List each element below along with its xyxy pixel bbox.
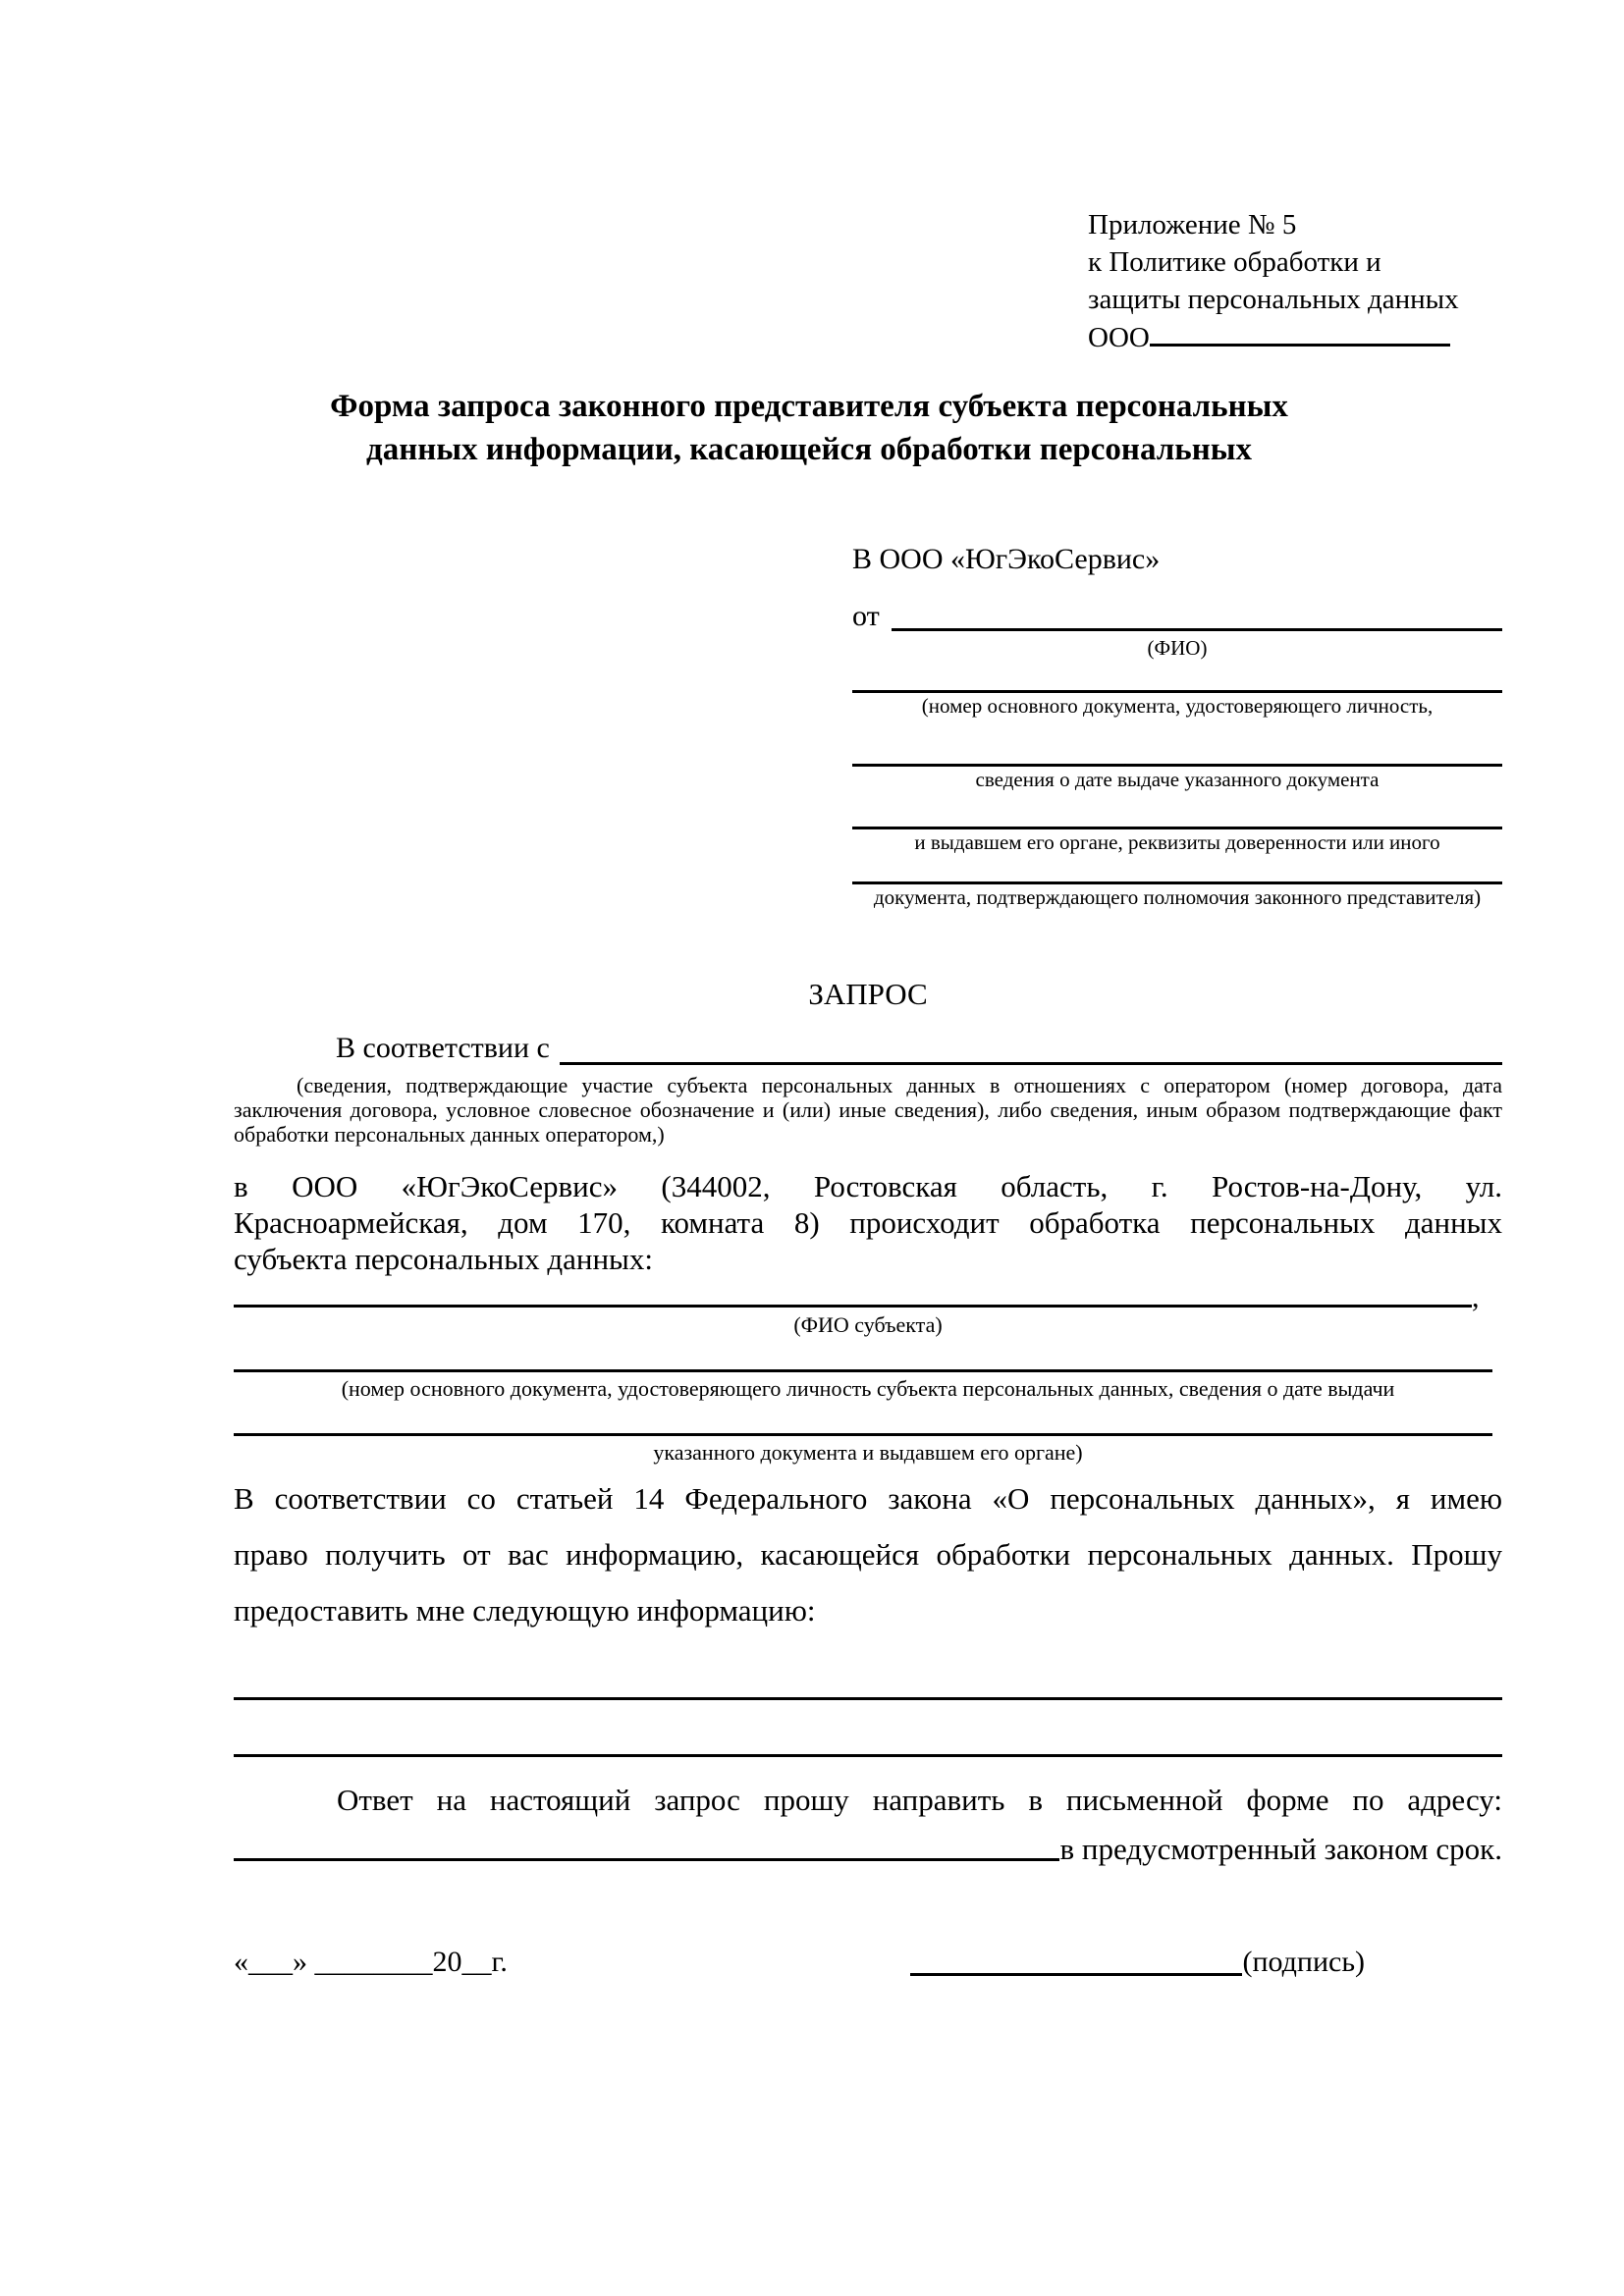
from-row <box>852 600 1502 633</box>
intro-caption <box>234 1073 1502 1147</box>
subject-doc-caption-1: (номер основного документа, удостоверяющего личность субъекта персональных данных, сведения о дате выдачи <box>341 1376 1395 1401</box>
intro-label: В соответствии с <box>336 1032 550 1064</box>
operator-paragraph-line-1: в ООО «ЮгЭкоСервис» (344002, Ростовская область, г. Ростов-на-Дону, ул. <box>234 1169 1502 1203</box>
form-title-line-1: Форма запроса законного представителя субъекта персональных <box>330 389 1288 424</box>
intro-caption-line-1: (сведения, подтверждающие участие субъекта персональных данных в отношениях с оператором (номер договора, дата <box>297 1073 1502 1097</box>
representative-doc-blank-line-2 <box>852 719 1502 767</box>
law-paragraph <box>234 1470 1502 1638</box>
representative-doc-blank-line-3 <box>852 792 1502 829</box>
header-ooo-row <box>1088 318 1500 356</box>
intro-row <box>234 1030 1502 1065</box>
from-label: от <box>852 600 880 632</box>
law-paragraph-line-3: предоставить мне следующую информацию: <box>234 1593 816 1628</box>
representative-doc-caption-4: документа, подтверждающего полномочия законного представителя) <box>873 885 1482 909</box>
response-address-blank-line <box>234 1858 1059 1861</box>
law-paragraph-line-2: право получить от вас информацию, касающейся обработки персональных данных. Прошу <box>234 1537 1502 1572</box>
addressee-block <box>852 541 1502 910</box>
subject-fio-blank-line <box>234 1277 1472 1308</box>
law-paragraph-line-1: В соответствии со статьей 14 Федерального закона «О персональных данных», я имею <box>234 1481 1502 1516</box>
subject-doc-caption-2: указанного документа и выдавшем его органе) <box>653 1440 1083 1465</box>
representative-doc-caption-3: и выдавшем его органе, реквизиты доверенности или иного <box>914 830 1440 854</box>
header-ooo-blank-line <box>1150 318 1450 347</box>
header-ooo-label: ООО <box>1088 322 1150 353</box>
fio-caption: (ФИО) <box>1147 636 1208 660</box>
header-note-line: Приложение № 5 <box>1088 209 1297 240</box>
request-heading: ЗАПРОС <box>808 977 928 1011</box>
representative-doc-caption-1: (номер основного документа, удостоверяющего личность, <box>921 694 1434 718</box>
representative-doc-caption-2: сведения о дате выдаче указанного документа <box>975 768 1380 791</box>
subject-fio-row <box>234 1277 1502 1313</box>
response-address-row <box>234 1832 1502 1867</box>
subject-fio-comma: , <box>1472 1281 1480 1313</box>
representative-doc-blank-line-1 <box>852 661 1502 693</box>
response-request-line: Ответ на настоящий запрос прошу направить в письменной форме по адресу: <box>337 1783 1502 1817</box>
header-note <box>1088 206 1500 356</box>
subject-doc-blank-line-1 <box>234 1342 1492 1372</box>
addressee-to: В ООО «ЮгЭкоСервис» <box>852 543 1161 575</box>
response-suffix: в предусмотренный законом срок. <box>1059 1832 1502 1866</box>
operator-paragraph-line-3: субъекта персональных данных: <box>234 1242 653 1276</box>
signature-caption: (подпись) <box>1242 1946 1365 1978</box>
date-signature-row <box>234 1944 1365 1979</box>
date-field: «___» ________20__г. <box>234 1946 508 1978</box>
representative-doc-blank-line-4 <box>852 855 1502 884</box>
intro-caption-line-3: обработки персональных данных оператором,) <box>234 1122 665 1147</box>
form-title <box>175 385 1443 471</box>
form-title-line-2: данных информации, касающейся обработки персональных <box>366 432 1252 467</box>
information-blank-line-2 <box>234 1727 1502 1757</box>
operator-paragraph-line-2: Красноармейская, дом 170, комната 8) происходит обработка персональных данных <box>234 1205 1502 1240</box>
from-blank-line <box>892 628 1502 631</box>
intro-caption-line-2: заключения договора, условное словесное обозначение и (или) иные сведения), либо сведения, иным образом подтверждающие факт <box>234 1097 1502 1122</box>
subject-doc-blank-line-2 <box>234 1406 1492 1436</box>
signature-blank-line <box>910 1944 1242 1976</box>
subject-fio-caption: (ФИО субъекта) <box>793 1312 943 1337</box>
signature-group <box>910 1944 1365 1979</box>
operator-paragraph <box>234 1168 1502 1277</box>
intro-blank-line <box>560 1062 1502 1065</box>
header-note-line: защиты персональных данных <box>1088 284 1459 315</box>
header-note-line: к Политике обработки и <box>1088 246 1381 278</box>
information-blank-line-1 <box>234 1670 1502 1700</box>
